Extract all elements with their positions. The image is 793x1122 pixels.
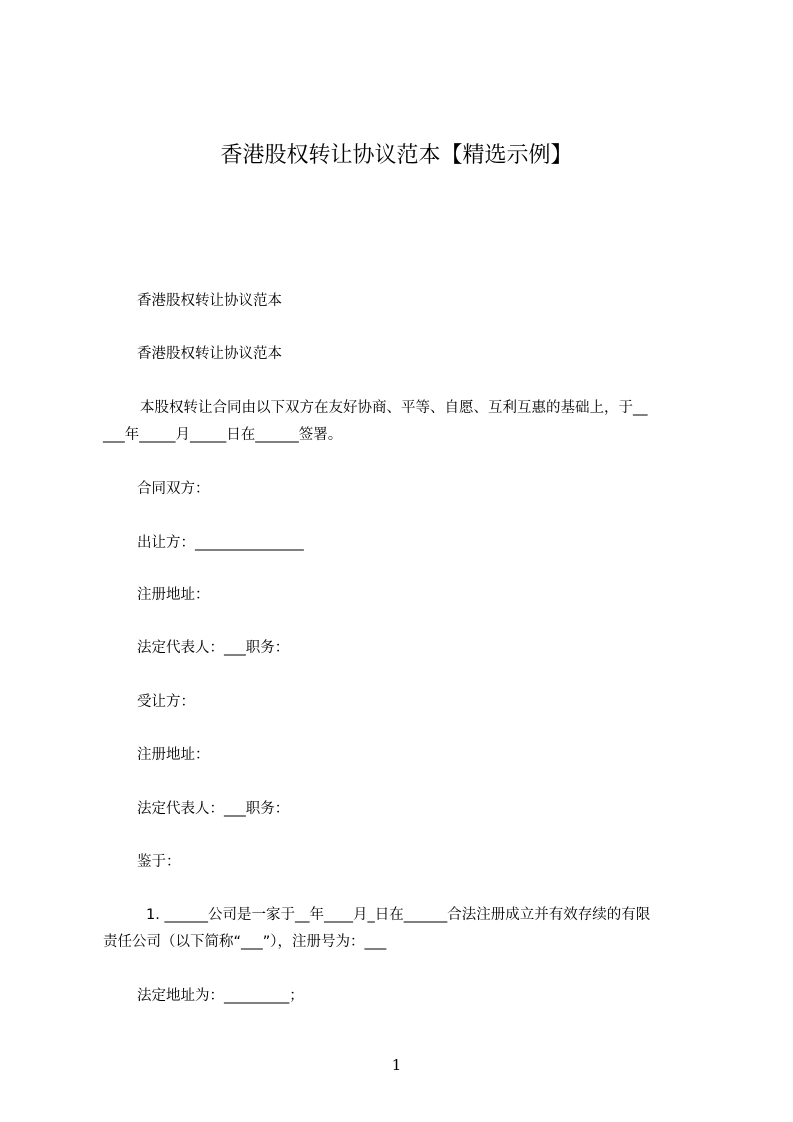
intro-line-1: 本股权转让合同由以下双方在友好协商、平等、自愿、互利互惠的基础上，于__ <box>140 400 648 416</box>
paragraph-heading-1: 香港股权转让协议范本 <box>137 293 282 309</box>
parties-heading: 合同双方： <box>137 481 210 497</box>
transferor-representative: 法定代表人：___职务： <box>137 640 290 656</box>
transferor-address: 注册地址： <box>137 587 210 603</box>
document-title: 香港股权转让协议范本【精选示例】 <box>220 143 573 168</box>
paragraph-heading-2: 香港股权转让协议范本 <box>137 346 282 362</box>
transferee-label: 受让方： <box>137 694 195 710</box>
transferee-representative: 法定代表人：___职务： <box>137 801 290 817</box>
intro-line-2: ___年_____月_____日在______签署。 <box>103 427 343 443</box>
legal-address: 法定地址为：_________； <box>137 988 304 1004</box>
page-number: 1 <box>391 1056 402 1074</box>
transferor-label: 出让方：_______________ <box>137 535 304 551</box>
clause-1-line-1: 1. ______公司是一家于__年____月_日在______合法注册成立并有效存续的有限 <box>146 907 651 923</box>
clause-1-line-2: 责任公司（以下简称“___”），注册号为：___ <box>103 934 387 950</box>
whereas-heading: 鉴于： <box>137 854 181 870</box>
transferee-address: 注册地址： <box>137 747 210 763</box>
